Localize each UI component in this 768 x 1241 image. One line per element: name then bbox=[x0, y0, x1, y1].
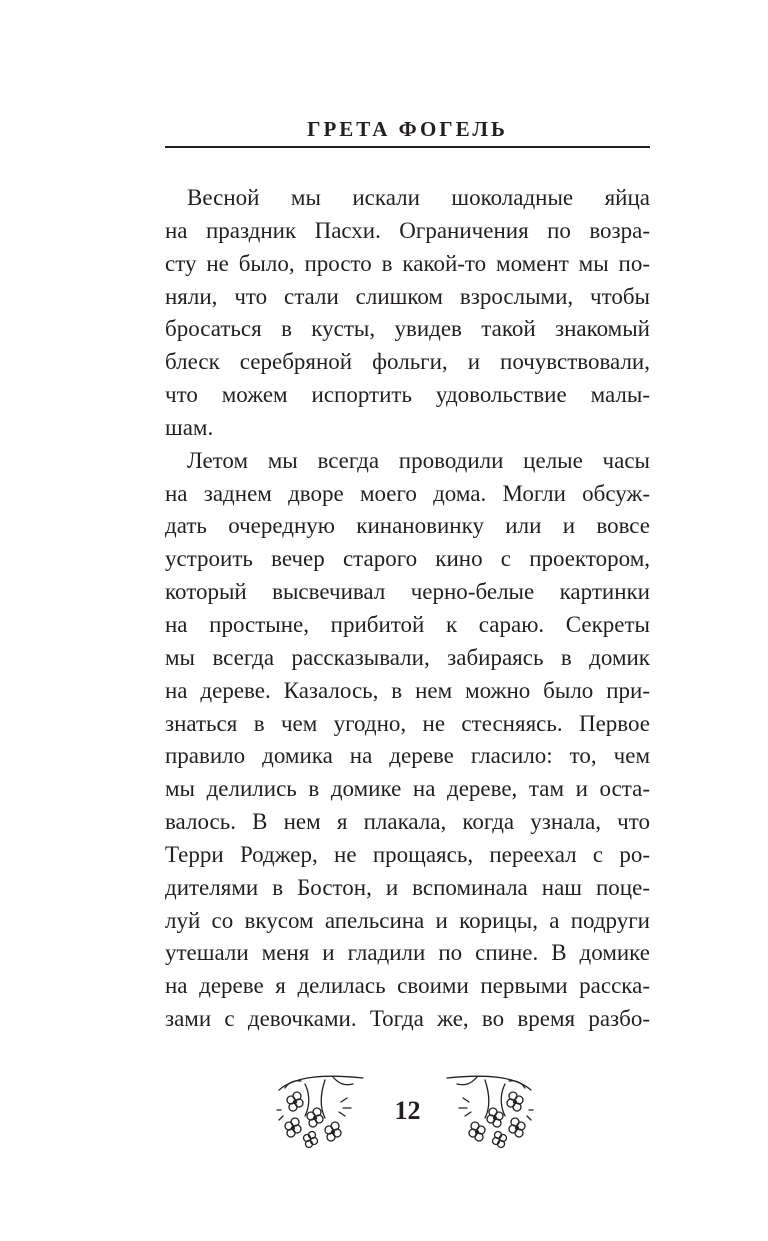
text-line: что можем испортить удовольствие малы- bbox=[165, 382, 650, 408]
text-line: блеск серебряной фольги, и почувствовали, bbox=[165, 349, 650, 375]
header-rule bbox=[165, 146, 650, 148]
text-line: сту не было, просто в какой-то момент мы по- bbox=[165, 250, 650, 276]
running-header-author: ГРЕТА ФОГЕЛЬ bbox=[307, 117, 508, 141]
flower-ornament-left-icon bbox=[275, 1072, 365, 1152]
text-line: зами с девочками. Тогда же, во время разбо- bbox=[165, 1006, 650, 1032]
text-line: дать очередную кинановинку или и вовсе bbox=[165, 513, 650, 539]
flower-ornament-right-icon bbox=[445, 1072, 535, 1152]
text-line: Весной мы искали шоколадные яйца bbox=[187, 185, 650, 210]
text-line: устроить вечер старого кино с проектором, bbox=[165, 546, 650, 572]
text-line: знаться в чем угодно, не стесняясь. Первое bbox=[165, 710, 650, 736]
text-line: на дереве я делилась своими первыми расска- bbox=[165, 973, 650, 999]
text-line: который высвечивал черно-белые картинки bbox=[165, 579, 650, 605]
page-number: 12 bbox=[394, 1096, 421, 1125]
text-line: няли, что стали слишком взрослыми, чтобы bbox=[165, 283, 650, 309]
body-text bbox=[165, 182, 650, 1036]
text-line: дителями в Бостон, и вспоминала наш поце- bbox=[165, 874, 650, 900]
text-line: бросаться в кусты, увидев такой знакомый bbox=[165, 316, 650, 342]
text-line: луй со вкусом апельсина и корицы, а подруги bbox=[165, 907, 650, 933]
page-footer bbox=[270, 1072, 545, 1152]
text-line: на праздник Пасхи. Ограничения по возра- bbox=[165, 217, 650, 243]
text-line: правило домика на дереве гласило: то, чем bbox=[165, 743, 650, 769]
text-line: мы всегда рассказывали, забираясь в домик bbox=[165, 644, 650, 670]
text-line: Терри Роджер, не прощаясь, переехал с ро- bbox=[165, 841, 650, 867]
text-line: утешали меня и гладили по спине. В домике bbox=[165, 940, 650, 966]
text-line: на простыне, прибитой к сараю. Секреты bbox=[165, 611, 650, 637]
text-line: Летом мы всегда проводили целые часы bbox=[187, 447, 650, 473]
text-line: мы делились в домике на дереве, там и оста- bbox=[165, 776, 650, 802]
text-line: шам. bbox=[165, 414, 214, 440]
text-line: на заднем дворе моего дома. Могли обсуж- bbox=[165, 480, 650, 506]
text-line: валось. В нем я плакала, когда узнала, что bbox=[165, 809, 650, 835]
text-line: на дереве. Казалось, в нем можно было при- bbox=[165, 677, 650, 703]
